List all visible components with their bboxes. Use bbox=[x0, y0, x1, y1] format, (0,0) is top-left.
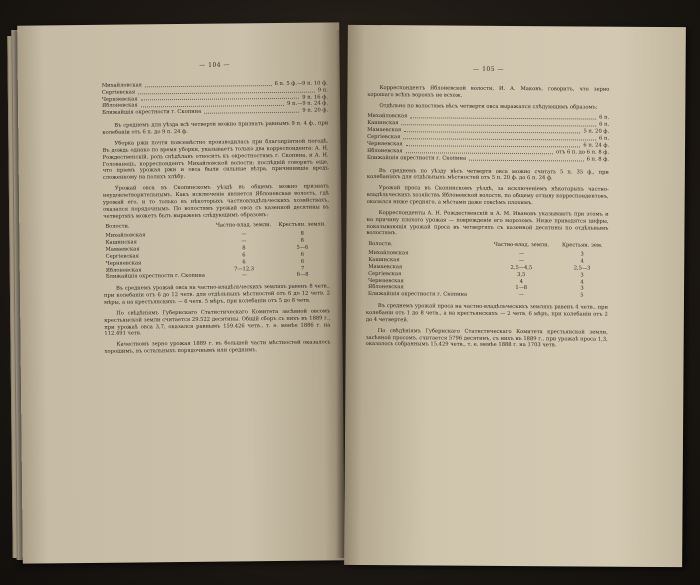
table-cell-value: 3 bbox=[580, 272, 584, 279]
dot-leader bbox=[469, 155, 584, 161]
table-cell-region: Мамаевская bbox=[105, 246, 140, 253]
list-item-label: Яблоневская bbox=[102, 102, 138, 110]
list-item-value: 6 п. 8 ф. bbox=[586, 156, 609, 163]
table-cell-value: 3 bbox=[580, 285, 584, 292]
table-cell-region: Михайловская bbox=[368, 250, 409, 257]
table-cell-value: 6 bbox=[300, 258, 305, 265]
table-cell-value: — bbox=[241, 272, 247, 279]
dot-leader bbox=[410, 114, 596, 120]
dot-leader bbox=[402, 121, 597, 127]
table-cell-region: Мамаевская bbox=[368, 263, 403, 271]
table-cell-region: Кашинская bbox=[105, 239, 137, 246]
left-page bbox=[17, 22, 345, 563]
list-item-value: отъ 6 п. до 6 п. 8 ф. bbox=[556, 149, 610, 156]
table-cell-region: Сергіевская bbox=[105, 253, 139, 260]
table-cell-value: 2,5—3 bbox=[573, 265, 591, 272]
table-cell-value: 3,5 bbox=[517, 271, 526, 278]
table-row bbox=[104, 272, 330, 281]
list-item-label: Мамаевская bbox=[367, 127, 402, 134]
table-cell-value: 2,5—4,5 bbox=[510, 264, 533, 271]
list-item-value: 9 п. 20 ф. bbox=[302, 107, 329, 115]
table-cell-value: 6 bbox=[242, 258, 246, 266]
paragraph: Отдѣльно по волостямъ вѣсъ четверти овса выражался слѣдующимъ образомъ: bbox=[379, 102, 598, 111]
paragraph: Урожай проса въ Скопинскомъ уѣздѣ, за исключеніемъ нѣкоторыхъ частно-владѣльческихъ хозяйствъ Яблоневской волости, по общему отзыву корреспондентовъ, оказался ниже средняго, а мѣстами даже совсѣмъ плохимъ. bbox=[366, 185, 609, 207]
paragraph: Корреспонденты А. Н. Рождественскій и А. М. Ивановъ указываютъ при этомъ и на причину плохого урожая — поврежденіе его морозомъ. Ниже приводятся цифры, показывающія урожай проса въ четвертяхъ съ казенной десятины по отдѣльнымъ волостямъ. bbox=[366, 209, 609, 237]
table-cell-region: Кашинская bbox=[368, 256, 400, 264]
list-item-label: Михайловская bbox=[101, 82, 142, 89]
table-cell-region: Черняевская bbox=[368, 277, 404, 284]
paragraph: Въ среднемъ по уѣзду вѣсъ четверти овса можно считать 5 п. 35 ф., при колебаніяхъ для отдѣльныхъ мѣстностей отъ 5 п. 20 ф. до 6 п. 24 ф. bbox=[366, 167, 609, 182]
left-page-text bbox=[102, 60, 331, 359]
table-cell-value: 4 bbox=[580, 258, 584, 265]
list-item-value: 5 п. 20 ф. bbox=[583, 128, 610, 135]
list-item-label: Сергіевская bbox=[367, 134, 401, 141]
table-cell-value: — bbox=[241, 231, 247, 238]
dot-leader bbox=[145, 81, 272, 87]
table-row bbox=[366, 291, 608, 300]
dot-leader bbox=[204, 108, 299, 114]
table-cell-value: 4 bbox=[519, 278, 523, 285]
paragraph: По свѣдѣніямъ Губернскаго Статистическаго Комитета крестьянской земли, засѣяной просомъ, считается 5796 десятинъ, съ нихъ въ 1889 г., при урожаѣ проса 1,3, оказалось собраннымъ 15.429 четв., т. е. менѣе 1888 г. на 1703 четв. bbox=[365, 327, 608, 349]
list-item-value: 6 п. 5 ф.—9 п. 10 ф. bbox=[274, 80, 328, 87]
page-number: — 104 — bbox=[199, 61, 231, 69]
column-header: Частно-влад. земли. bbox=[215, 222, 272, 230]
table-cell-region: Черняевская bbox=[105, 260, 142, 267]
dot-leader bbox=[404, 127, 580, 133]
table-cell-value: 6 bbox=[242, 252, 246, 259]
list-item-value: 9 п.—9 п. 24 ф. bbox=[287, 100, 329, 108]
table-cell-region: Михайловская bbox=[105, 232, 146, 240]
list-item-label: Черняевская bbox=[101, 96, 138, 103]
table-cell-region: Сергіевская bbox=[368, 270, 402, 277]
table-cell-region: Ближайшія окрестности г. Скопина bbox=[367, 291, 468, 298]
paragraph: Корреспондентъ Яблоневской волости, И. А. Маковъ, говоритъ, что зерно хорошаго всѣхъ ворояхъ не всхож. bbox=[367, 84, 610, 99]
column-header: Крестьян. зем. bbox=[561, 242, 603, 249]
table-cell-region: Яблоневская bbox=[105, 266, 142, 274]
column-header: Частно-влад. земли. bbox=[493, 242, 550, 249]
list-item-label: Кашинская bbox=[367, 120, 399, 127]
list-item bbox=[102, 108, 328, 117]
list-item bbox=[367, 155, 609, 164]
table-cell-value: — bbox=[518, 257, 525, 265]
paragraph: Въ среднемъ для уѣзда всѣ четверти можно признать равнымъ 9 п. 4 ф., при колебаніи отъ 6 п. до 9 п. 24 ф. bbox=[102, 120, 329, 136]
column-header: Волости. bbox=[105, 223, 130, 231]
table-cell-value: 6 bbox=[300, 251, 305, 258]
list-item-label: Черняевская bbox=[367, 140, 403, 148]
list-item-label: Сергіевская bbox=[101, 89, 136, 96]
list-item-label: Ближайшія окрестности г. Скопина bbox=[366, 154, 467, 162]
dot-leader bbox=[141, 94, 300, 101]
list-item-label: Михайловская bbox=[367, 113, 408, 120]
paragraph: Въ среднемъ урожай проса на частно-владѣльческихъ земляхъ равенъ 4 четв., при колебаніи отъ 1 до 8 четв., а на крестьянскихъ — 2 четв. 6 мѣръ, при колебаніи отъ 2 до 4 четвертей. bbox=[365, 303, 608, 324]
right-page bbox=[344, 25, 686, 567]
paragraph: По свѣдѣніямъ Губернскаго Статистическаго Комитета засѣвной овсомъ крестьянской земли считается 29.522 десятины. Общій сборъ съ нихъ въ 1889 г., при урожаѣ овса 3,7, оказался равнымъ 159.426 четв., т. е. менѣе 1886 г. на 112.491 четв. bbox=[104, 308, 331, 338]
table-cell-value: — bbox=[518, 292, 524, 299]
table-cell-value: — bbox=[241, 238, 247, 245]
table-cell-value: 8 bbox=[300, 237, 304, 244]
column-header: Крестьян. земли. bbox=[278, 221, 326, 229]
table-cell-value: 7—12,3 bbox=[234, 265, 255, 272]
table-cell-value: — bbox=[518, 251, 525, 258]
dot-leader bbox=[141, 101, 284, 107]
list-item-value: 6 п. bbox=[599, 135, 610, 142]
table-cell-value: 8 bbox=[300, 230, 304, 237]
table-cell-value: 1—8 bbox=[515, 285, 528, 292]
dot-leader bbox=[406, 141, 581, 147]
paragraph: Въ среднемъ урожай овса на частно-владѣльческихъ земляхъ равенъ 8 четв., при колебаніи отъ 6 до 12 четв. для отдѣльныхъ мѣстностей отъ 6 до 12 четв. 2 мѣры, а на крестьянскихъ — 6 четв. 5 мѣръ, при колебаніи отъ 5 до 8 четв. bbox=[103, 283, 331, 306]
paragraph: Урожай овса въ Скопинскомъ уѣздѣ въ общемъ можно признать неудовлетворительнымъ. Какъ исключеніе является Яблоневская волость, гдѣ урожай его, и то только въ нѣкоторыхъ частновладѣльческихъ хозяйствахъ, оказался порядочнымъ. По волостямъ урожай овса съ казенной десятины въ четвертяхъ можетъ быть выраженъ слѣдующимъ образомъ: bbox=[102, 183, 330, 220]
list-item-value: 9 п. 16 ф. bbox=[302, 94, 328, 101]
paragraph: Качествомъ зерно урожая 1889 г. въ большей части мѣстностей оказалось хорошимъ, въ остальныхъ порядочнымъ или среднимъ. bbox=[104, 339, 331, 355]
dot-leader bbox=[403, 134, 596, 140]
dot-leader bbox=[138, 87, 315, 94]
list-item-value: 9 п. bbox=[317, 87, 328, 94]
list-item-value: 6 п. 24 ф. bbox=[583, 142, 610, 149]
list-item-label: Яблоневская bbox=[366, 147, 403, 154]
table-cell-value: 3 bbox=[580, 251, 584, 258]
oat-weight-list bbox=[367, 113, 609, 163]
table-cell-value: 8 bbox=[242, 245, 246, 252]
right-page-text bbox=[366, 65, 610, 354]
table-cell-value: 5 bbox=[580, 292, 584, 299]
table-cell-value: 6—8 bbox=[296, 272, 309, 279]
table-cell-region: Ближайшія окрестности г. Скопина bbox=[105, 273, 205, 281]
oat-yield-table bbox=[103, 222, 330, 281]
table-cell-value: 5—6 bbox=[296, 244, 309, 251]
list-item-value: 6 п. bbox=[599, 115, 610, 122]
oat-weight-list bbox=[102, 80, 328, 117]
column-header: Волости. bbox=[368, 241, 393, 248]
page-number: — 105 — bbox=[473, 65, 504, 73]
millet-yield-table bbox=[366, 241, 608, 300]
table-cell-region: Яблоневская bbox=[368, 284, 404, 291]
table-cell-value: 7 bbox=[300, 265, 305, 272]
paragraph: Уборка ржи почти повсемѣстно производилась при благопріятной погодѣ. Въ дождь однако по время уборки, указываетъ только два корреспондента: А. Н. Рождественскій, роль снѣдѣлавъ относитъ къ окрестностямъ г. Скопина, и А. Н. Голованецъ, корреспондентъ Михайловской волости; послѣдній говоритъ еще, что пріемъ урожая ржи и овса были сильные вѣтра, причинившіе вредъ сложенному на поляхъ хлѣбу. bbox=[102, 138, 329, 182]
list-item-value: 6 п. bbox=[599, 121, 610, 128]
dot-leader bbox=[406, 148, 553, 154]
list-item-label: Ближайшія окрестности г. Скопина bbox=[102, 109, 202, 117]
table-cell-value: 4 bbox=[580, 278, 584, 286]
